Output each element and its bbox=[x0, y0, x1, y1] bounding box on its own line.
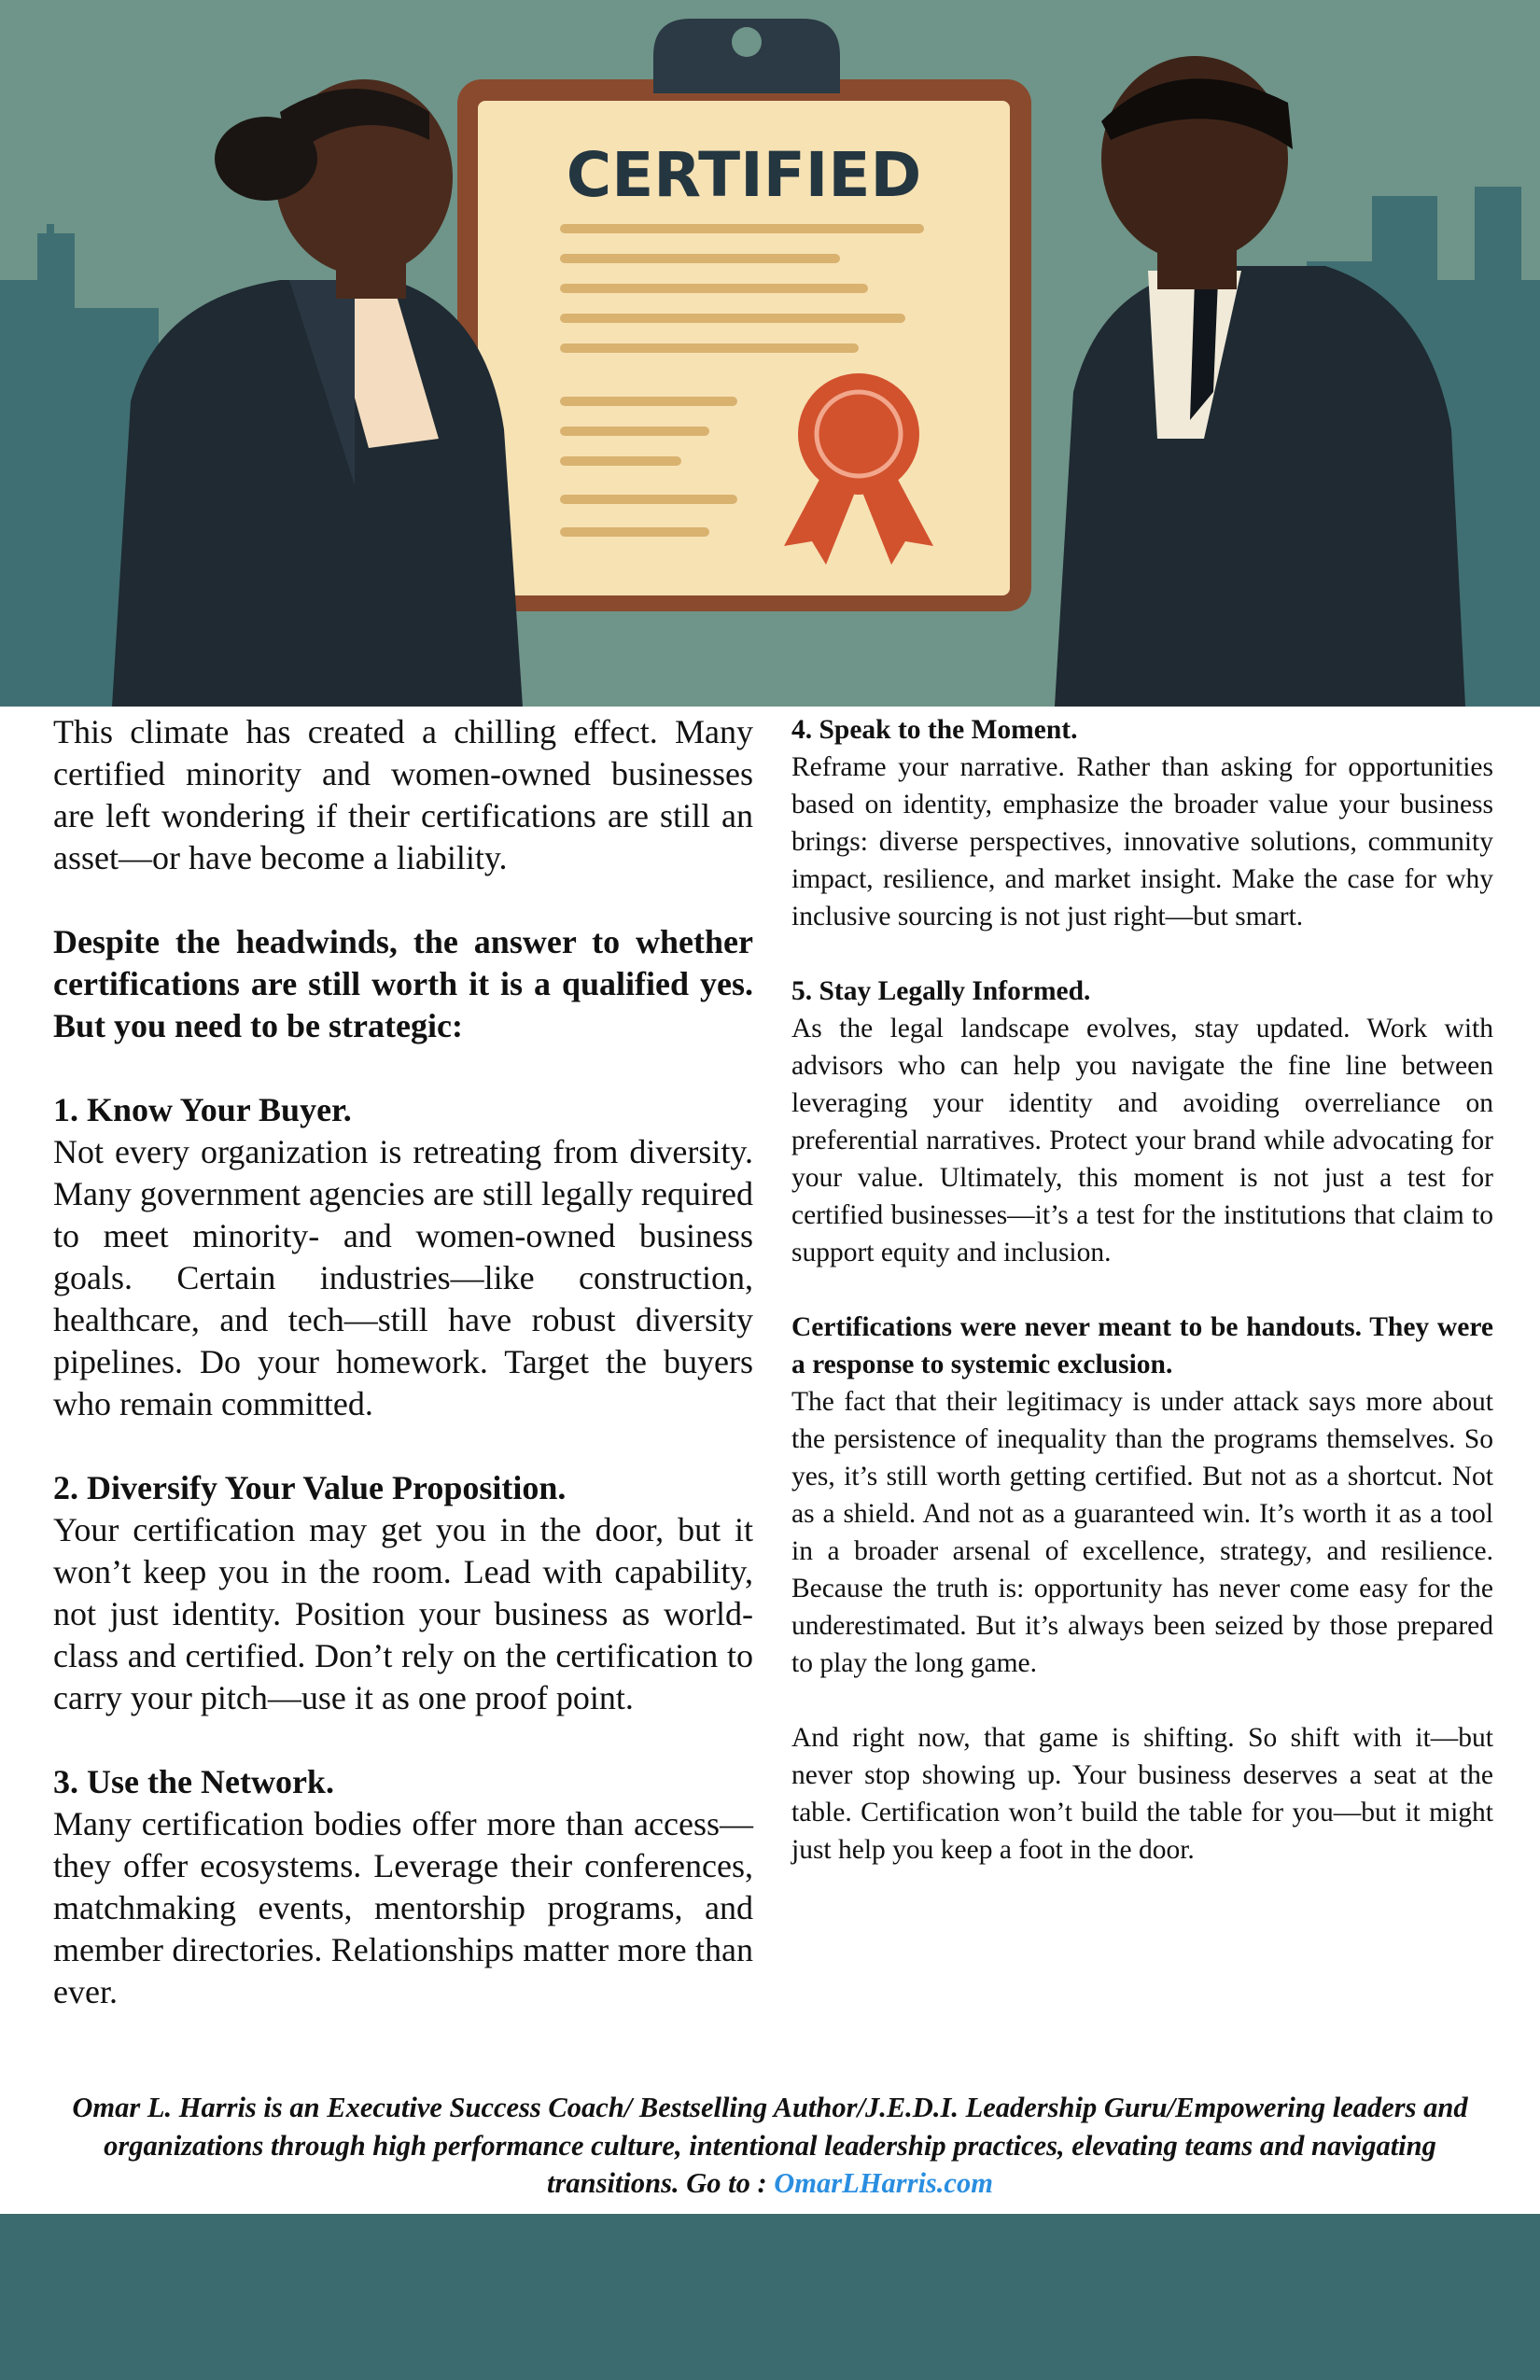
section-4-title: 4. Speak to the Moment. bbox=[791, 715, 1078, 745]
hero-illustration bbox=[0, 0, 1540, 707]
author-website-link[interactable]: OmarLHarris.com bbox=[774, 2167, 993, 2199]
clipboard bbox=[457, 19, 1031, 611]
author-bio bbox=[37, 2089, 1503, 2203]
right-column bbox=[791, 711, 1493, 1869]
clipboard-title: CERTIFIED bbox=[566, 139, 922, 211]
left-column bbox=[53, 711, 753, 2013]
section-3-body: Many certification bodies offer more than access—they offer ecosystems. Leverage their conferences, matchmaking events, mentorship programs, and member directories. Relationships matter more than ever. bbox=[53, 1805, 753, 2010]
section-5-title: 5. Stay Legally Informed. bbox=[791, 976, 1091, 1006]
section-2-body: Your certification may get you in the door, but it won’t keep you in the room. Lead with capability, not just identity. Position your business as world-class and certified. Don’t rely on the certification to carry your pitch—use it as one proof point. bbox=[53, 1511, 753, 1716]
section-1-title: 1. Know Your Buyer. bbox=[53, 1091, 352, 1128]
footer-band bbox=[0, 2214, 1540, 2380]
intro-paragraph: This climate has created a chilling effect. Many certified minority and women-owned businesses are left wondering if their certifications are still an asset—or have become a liability. bbox=[53, 713, 753, 876]
final-paragraph: And right now, that game is shifting. So shift with it—but never stop showing up. Your business deserves a seat at the table. Certification won’t build the table for you—but it might just help you keep a foot in the door. bbox=[791, 1723, 1493, 1865]
section-3-title: 3. Use the Network. bbox=[53, 1763, 334, 1800]
closing-lead: Certifications were never meant to be handouts. They were a response to systemic exclusion. bbox=[791, 1312, 1493, 1379]
section-2-title: 2. Diversify Your Value Proposition. bbox=[53, 1469, 567, 1506]
section-1-body: Not every organization is retreating from diversity. Many government agencies are still legally required to meet minority- and women-owned business goals. Certain industries—like construction, healthcare, and tech—still have robust diversity pipelines. Do your homework. Target the buyers who remain committed. bbox=[53, 1133, 753, 1422]
author-bio-text: Omar L. Harris is an Executive Success Coach/ Bestselling Author/J.E.D.I. Leadership Guru/Empowering leaders and organizations through high performance culture, intentional leadership practices, elevating teams and navigating transitions. Go to : bbox=[72, 2092, 1468, 2199]
section-5-body: As the legal landscape evolves, stay updated. Work with advisors who can help you navigate the fine line between leveraging your identity and avoiding overreliance on preferential narratives. Protect your brand while advocating for your value. Ultimately, this moment is not just a test for certified businesses—it’s a test for the institutions that claim to support equity and inclusion. bbox=[791, 1014, 1493, 1267]
section-4-body: Reframe your narrative. Rather than asking for opportunities based on identity, emphasize the broader value your business brings: diverse perspectives, innovative solutions, community impact, resilience, and market insight. Make the case for why inclusive sourcing is not just right—but smart. bbox=[791, 752, 1493, 931]
closing-body: The fact that their legitimacy is under attack says more about the persistence of inequality than the programs themselves. So yes, it’s still worth getting certified. But not as a shortcut. Not as a shield. And not as a guaranteed win. It’s worth it as a tool in a broader arsenal of excellence, strategy, and resilience. Because the truth is: opportunity has never come easy for the underestimated. But it’s always been seized by those prepared to play the long game. bbox=[791, 1387, 1493, 1678]
lead-paragraph: Despite the headwinds, the answer to whether certifications are still worth it is a qualified yes. But you need to be strategic: bbox=[53, 923, 753, 1044]
